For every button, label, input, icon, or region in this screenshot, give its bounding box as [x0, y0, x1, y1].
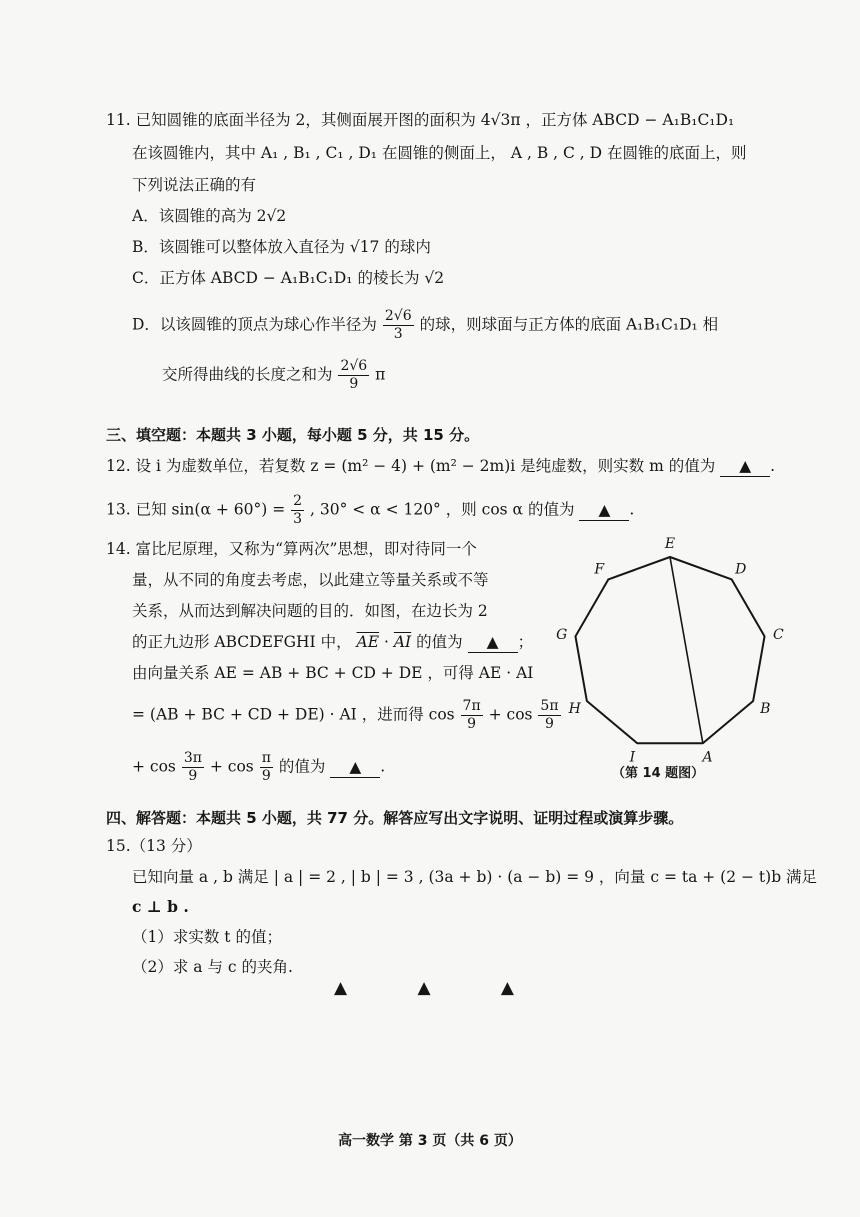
q14-line-6 — [132, 698, 562, 733]
nonagon-figure — [548, 535, 788, 785]
q11-option-d2-post: π — [375, 365, 386, 384]
fraction-denominator: 9 — [349, 376, 359, 392]
q11-option-d — [132, 308, 718, 343]
q11-line-1: 11. 已知圆锥的底面半径为 2，其侧面展开图的面积为 4√3π ，正方体 ABCD − A₁B₁C₁D₁ — [106, 111, 735, 129]
vertex-label-e: E — [664, 536, 676, 552]
fraction-numerator: 2 — [293, 493, 303, 509]
fraction-pi-9 — [260, 750, 273, 785]
q14-answer-blank-2: ▲ — [330, 757, 380, 778]
triangle-marker: ▲ — [417, 978, 431, 998]
q15-part-2: （2）求 a 与 c 的夹角. — [132, 958, 293, 976]
q14-line-4 — [132, 630, 533, 654]
answer-space-markers — [334, 978, 514, 998]
vertex-label-d: D — [735, 561, 747, 578]
fraction-numerator: 2√6 — [384, 308, 412, 324]
figure-caption: （第 14 题图） — [612, 766, 705, 781]
q11-line-3: 下列说法正确的有 — [132, 176, 257, 194]
q14-line-7 — [132, 750, 385, 785]
vertex-labels — [556, 536, 784, 765]
q12-text: 12. 设 i 为虚数单位，若复数 z = (m² − 4) + (m² − 2m)i 是纯虚数，则实数 m 的值为 — [106, 457, 716, 475]
q11-option-d2-pre: 交所得曲线的长度之和为 — [162, 365, 333, 384]
fraction-denominator: 9 — [545, 716, 554, 732]
fraction-3pi-9 — [182, 750, 204, 785]
q11-option-d-post: 的球，则球面与正方体的底面 A₁B₁C₁D₁ 相 — [419, 315, 719, 334]
q11-option-b: B．该圆锥可以整体放入直径为 √17 的球内 — [132, 238, 431, 256]
triangle-marker: ▲ — [500, 978, 514, 998]
fraction-7pi-9 — [461, 698, 483, 733]
q15-line-1: 已知向量 a , b 满足 | a | = 2 , | b | = 3 , (3a + b) · (a − b) = 9 ，向量 c = ta + (2 − t)b 满足 — [132, 868, 818, 886]
q14-line-7-post: 的值为 — [278, 757, 326, 776]
q11-option-d2-fraction — [338, 358, 369, 393]
vertex-label-c: C — [772, 626, 784, 643]
vertex-label-i: I — [629, 749, 636, 766]
q11-option-a: A．该圆锥的高为 2√2 — [132, 207, 287, 225]
fraction-numerator: 5π — [540, 698, 559, 714]
dot-operator: · — [379, 633, 394, 651]
plus-cos: + cos — [488, 705, 533, 724]
q11-option-d-line-2 — [162, 358, 385, 393]
q14-line-7-end: . — [380, 757, 386, 776]
diagonal-ae — [670, 557, 703, 743]
fraction-numerator: 3π — [183, 750, 202, 766]
q12 — [106, 454, 775, 478]
q12-answer-blank: ▲ — [720, 456, 770, 477]
page-footer: 高一数学 第 3 页（共 6 页） — [338, 1133, 522, 1149]
vertex-label-b: B — [760, 701, 771, 717]
section-3-heading: 三、填空题：本题共 3 小题，每小题 5 分，共 15 分。 — [106, 426, 480, 444]
q15-header: 15.（13 分） — [106, 837, 202, 855]
q14-line-1: 14. 富比尼原理，又称为“算两次”思想，即对待同一个 — [106, 540, 477, 558]
q14-line-4-end: ； — [517, 633, 534, 651]
vertex-label-g: G — [556, 626, 568, 643]
fraction-denominator: 3 — [293, 511, 303, 527]
q12-end: . — [770, 457, 776, 475]
q13-end: . — [629, 500, 635, 519]
q13-post: , 30° < α < 120° ，则 cos α 的值为 — [310, 500, 575, 519]
fraction-denominator: 9 — [467, 716, 477, 732]
q14-line-3: 关系，从而达到解决问题的目的．如图，在边长为 2 — [132, 602, 488, 620]
nonagon-outline — [575, 557, 764, 743]
vertex-label-h: H — [568, 701, 581, 717]
q13-answer-blank: ▲ — [579, 500, 629, 521]
fraction-denominator: 3 — [393, 326, 403, 342]
vector-ai: $\overline{AI}$ — [393, 633, 412, 651]
fraction-denominator: 9 — [261, 768, 271, 784]
q11-option-d-fraction — [383, 308, 414, 343]
q13-pre: 13. 已知 sin(α + 60°) = — [106, 500, 286, 519]
q15-part-1: （1）求实数 t 的值； — [132, 928, 282, 946]
vertex-label-f: F — [594, 561, 605, 578]
vertex-label-a: A — [702, 749, 713, 766]
plus-cos: + cos — [209, 757, 254, 776]
q14-line-2: 量，从不同的角度去考虑，以此建立等量关系或不等 — [132, 571, 489, 589]
q14-line-7-pre: + cos — [132, 757, 176, 776]
fraction-numerator: π — [261, 750, 271, 766]
q15-line-2: c ⊥ b . — [132, 897, 189, 916]
section-4-heading: 四、解答题：本题共 5 小题，共 77 分。解答应写出文字说明、证明过程或演算步骤。 — [106, 809, 684, 827]
q11-option-c: C．正方体 ABCD − A₁B₁C₁D₁ 的棱长为 √2 — [132, 269, 445, 287]
q14-line-5: 由向量关系 AE = AB + BC + CD + DE ，可得 AE · AI — [132, 664, 534, 682]
q13 — [106, 493, 634, 528]
vector-ae: $\overline{AE}$ — [356, 633, 380, 651]
q11-line-2: 在该圆锥内，其中 A₁ , B₁ , C₁ , D₁ 在圆锥的侧面上， A , B , C , D 在圆锥的底面上，则 — [132, 144, 747, 162]
q14-line-4-post: 的值为 — [416, 633, 463, 651]
q14-line-4-pre: 的正九边形 ABCDEFGHI 中， — [132, 633, 352, 651]
triangle-marker: ▲ — [334, 978, 348, 998]
fraction-denominator: 9 — [188, 768, 198, 784]
fraction-numerator: 7π — [462, 698, 481, 714]
fraction-numerator: 2√6 — [340, 358, 368, 374]
q14-answer-blank-1: ▲ — [468, 632, 518, 653]
q14-line-6-pre: = (AB + BC + CD + DE) · AI ，进而得 cos — [132, 705, 455, 724]
q13-fraction — [291, 493, 304, 528]
q11-option-d-pre: D．以该圆锥的顶点为球心作半径为 — [132, 315, 377, 334]
